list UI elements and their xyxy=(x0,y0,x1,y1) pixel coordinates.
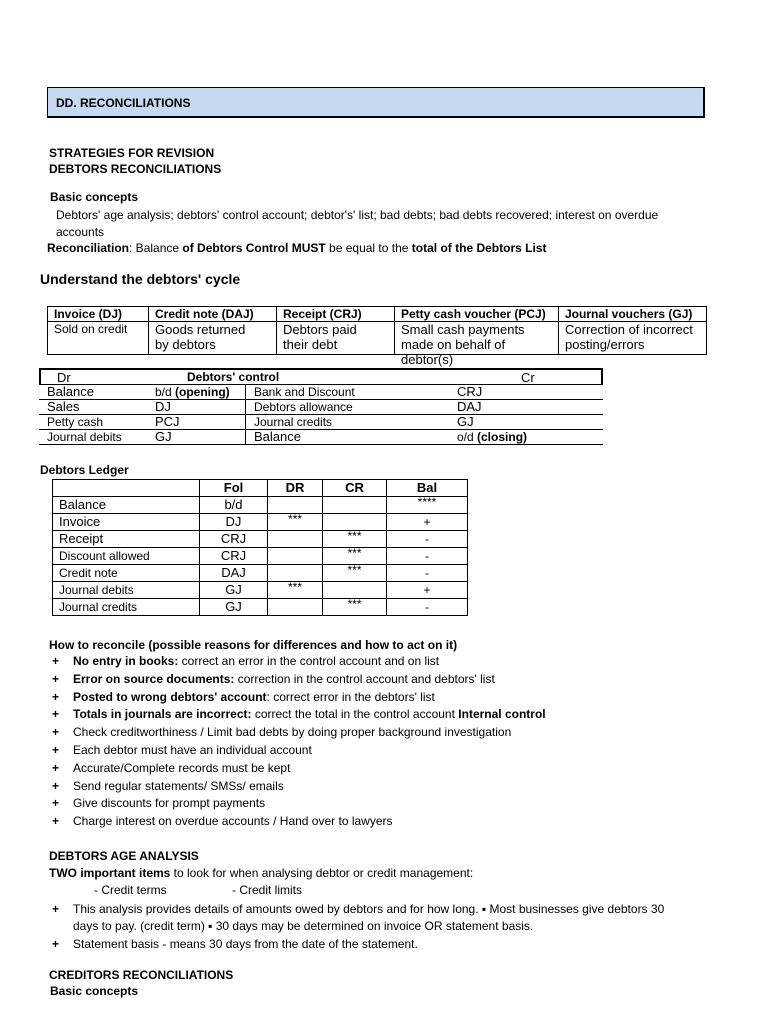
control-title: Debtors' control xyxy=(187,370,280,384)
plus-icon: + xyxy=(52,725,60,740)
cycle-body-row xyxy=(48,322,707,355)
item-text: Give discounts for prompt payments xyxy=(73,796,266,811)
reconcile-list xyxy=(49,653,749,831)
ledger-cell: Journal debits xyxy=(53,582,200,599)
ledger-cell xyxy=(323,514,387,531)
recon-t2: be equal to the xyxy=(325,241,412,255)
recon-b2: total of the Debtors List xyxy=(411,241,547,255)
ledger-cell: *** xyxy=(323,531,387,548)
ledger-cell: CRJ xyxy=(200,531,268,548)
control-left-name: Balance xyxy=(39,385,147,400)
cycle-cell-line: by debtors xyxy=(155,337,216,352)
control-fol: CRJ xyxy=(457,384,483,399)
cycle-cell-line: Sold on credit xyxy=(54,322,128,336)
list-item xyxy=(49,760,749,778)
item-bold: No entry in books: xyxy=(73,654,179,668)
strategies-heading xyxy=(49,145,221,177)
item-text: Accurate/Complete records must be kept xyxy=(73,760,291,775)
ledger-cell: Credit note xyxy=(53,565,200,582)
control-right-name: Bank and Discount xyxy=(246,385,450,400)
age-p2-line: Statement basis - means 30 days from the date of the statement. xyxy=(73,937,418,951)
ledger-row xyxy=(53,514,468,531)
control-cr: Cr xyxy=(521,370,535,385)
ledger-row xyxy=(53,599,468,616)
ledger-cell: + xyxy=(387,514,468,531)
debtors-cycle-table xyxy=(47,306,707,367)
recon-label: Reconciliation xyxy=(47,241,130,255)
control-left-fol xyxy=(147,385,246,400)
ledger-cell: *** xyxy=(323,548,387,565)
ledger-header-row xyxy=(53,480,468,497)
cycle-cell-line: posting/errors xyxy=(565,337,645,352)
basic-concepts-text xyxy=(56,207,658,241)
age-analysis-title: DEBTORS AGE ANALYSIS xyxy=(49,849,199,863)
ledger-cell xyxy=(323,497,387,514)
cycle-header: Invoice (DJ) xyxy=(48,307,149,322)
control-fol-bold: (opening) xyxy=(175,385,230,399)
control-dr: Dr xyxy=(57,370,71,385)
control-fol: PCJ xyxy=(155,414,180,429)
ledger-header: DR xyxy=(268,480,323,497)
ledger-row xyxy=(53,531,468,548)
list-item xyxy=(49,795,749,813)
reconciliation-rule xyxy=(47,241,546,255)
ledger-cell xyxy=(268,531,323,548)
basic-concepts-title: Basic concepts xyxy=(50,190,139,204)
item-bold-end: Internal control xyxy=(458,707,546,722)
cycle-cell-line: their debt xyxy=(283,337,338,352)
strategies-line1: STRATEGIES FOR REVISION xyxy=(49,146,215,160)
credit-terms: - Credit terms xyxy=(94,883,167,897)
creditors-title: CREDITORS RECONCILIATIONS xyxy=(49,968,234,982)
ledger-cell: - xyxy=(387,548,468,565)
debtors-ledger-table xyxy=(52,479,468,616)
item-text: correct the total in the control account xyxy=(251,707,459,722)
control-left-name: Journal debits xyxy=(39,430,147,445)
cycle-cell xyxy=(149,322,277,355)
ledger-cell: - xyxy=(387,599,468,616)
ledger-cell: DAJ xyxy=(200,565,268,582)
ledger-cell xyxy=(268,565,323,582)
item-text: : correct error in the debtors' list xyxy=(266,689,435,704)
control-fol: b/d xyxy=(155,385,176,399)
ledger-row xyxy=(53,497,468,514)
plus-icon: + xyxy=(52,937,60,951)
ledger-cell: - xyxy=(387,531,468,548)
cycle-cell xyxy=(559,322,707,355)
plus-icon: + xyxy=(52,902,60,916)
plus-icon: + xyxy=(52,707,60,722)
age-two-bold: TWO important items xyxy=(49,866,171,880)
ledger-header xyxy=(53,480,200,497)
item-bold: Error on source documents: xyxy=(73,671,235,686)
ledger-cell: *** xyxy=(268,514,323,531)
strategies-line2: DEBTORS RECONCILIATIONS xyxy=(49,162,222,176)
ledger-cell: DJ xyxy=(200,514,268,531)
list-item xyxy=(49,813,749,831)
age-two-text: to look for when analysing debtor or credit management: xyxy=(170,866,474,880)
section-header xyxy=(47,87,705,118)
cycle-cell-line: made on behalf of xyxy=(401,337,506,352)
ledger-header: Fol xyxy=(200,480,268,497)
cycle-header-row xyxy=(48,307,707,322)
ledger-cell xyxy=(268,599,323,616)
ledger-cell: CRJ xyxy=(200,548,268,565)
item-text: Charge interest on overdue accounts / Hand over to lawyers xyxy=(73,814,393,829)
control-right-name: Debtors allowance xyxy=(246,400,450,415)
plus-icon: + xyxy=(52,778,60,793)
ledger-cell: Invoice xyxy=(53,514,200,531)
control-fol: GJ xyxy=(457,414,474,429)
cycle-cell-line: Small cash payments xyxy=(401,322,525,337)
list-item xyxy=(49,689,749,707)
control-fol: DJ xyxy=(155,399,171,414)
age-paragraph-2 xyxy=(49,936,418,953)
item-text: Send regular statements/ SMSs/ emails xyxy=(73,778,284,793)
cycle-cell-line: debtor(s) xyxy=(401,352,454,367)
ledger-row xyxy=(53,565,468,582)
credit-limits: - Credit limits xyxy=(232,883,303,897)
control-right-fol xyxy=(449,415,603,430)
cycle-cell xyxy=(395,322,559,367)
cycle-title: Understand the debtors' cycle xyxy=(40,271,241,287)
ledger-cell: *** xyxy=(268,582,323,599)
ledger-cell: + xyxy=(387,582,468,599)
control-header xyxy=(39,368,603,385)
recon-b1: of Debtors Control MUST xyxy=(182,241,326,255)
ledger-cell xyxy=(268,548,323,565)
age-p1-line1: This analysis provides details of amounts owed by debtors and for how long. ▪ Most businesses give debtors 30 xyxy=(73,902,665,916)
item-text: correct an error in the control account and on list xyxy=(178,654,440,668)
plus-icon: + xyxy=(52,742,60,757)
ledger-header: CR xyxy=(323,480,387,497)
cycle-cell-line: Goods returned xyxy=(155,322,246,337)
control-row xyxy=(39,400,603,415)
basic-text-1: Debtors' age analysis; debtors' control account; debtor's' list; bad debts; bad debts recovered; interest on overdue xyxy=(56,208,659,222)
control-left-fol xyxy=(147,415,246,430)
list-item xyxy=(49,706,749,724)
creditors-basic-concepts: Basic concepts xyxy=(50,984,139,998)
control-left-fol xyxy=(147,400,246,415)
cycle-cell xyxy=(48,322,149,355)
ledger-title: Debtors Ledger xyxy=(40,463,129,477)
item-bold: Posted to wrong debtors' account xyxy=(73,689,267,704)
control-fol: o/d xyxy=(457,430,478,444)
list-item xyxy=(49,653,749,671)
item-text: correction in the control account and debtors' list xyxy=(234,671,495,686)
list-item xyxy=(49,724,749,742)
plus-icon: + xyxy=(52,689,60,704)
ledger-cell xyxy=(323,582,387,599)
control-fol-bold: (closing) xyxy=(477,430,528,444)
item-text: Check creditworthiness / Limit bad debts by doing proper background investigation xyxy=(73,725,512,740)
ledger-row xyxy=(53,582,468,599)
age-p1-line2: days to pay. (credit term) ▪ 30 days may be determined on invoice OR statement basis. xyxy=(73,919,534,933)
cycle-header: Journal vouchers (GJ) xyxy=(559,307,707,322)
recon-t1: : Balance xyxy=(129,241,183,255)
ledger-cell: GJ xyxy=(200,582,268,599)
control-fol: GJ xyxy=(155,429,172,444)
section-title: DD. RECONCILIATIONS xyxy=(56,96,191,110)
cycle-header: Credit note (DAJ) xyxy=(149,307,277,322)
cycle-header: Receipt (CRJ) xyxy=(277,307,395,322)
ledger-cell: Receipt xyxy=(53,531,200,548)
list-item xyxy=(49,742,749,760)
age-paragraph-1 xyxy=(49,901,729,935)
control-fol: DAJ xyxy=(457,399,482,414)
control-right-name: Journal credits xyxy=(246,415,450,430)
ledger-row xyxy=(53,548,468,565)
control-left-name: Petty cash xyxy=(39,415,147,430)
item-bold: Totals in journals are incorrect: xyxy=(73,707,252,722)
control-row xyxy=(39,415,603,430)
control-left-fol xyxy=(147,430,246,445)
control-row xyxy=(39,385,603,400)
item-text: Each debtor must have an individual account xyxy=(73,742,312,757)
ledger-cell: **** xyxy=(387,497,468,514)
plus-icon: + xyxy=(52,760,60,775)
ledger-header: Bal xyxy=(387,480,468,497)
reconcile-title: How to reconcile (possible reasons for differences and how to act on it) xyxy=(49,638,458,652)
ledger-cell: b/d xyxy=(200,497,268,514)
ledger-cell: *** xyxy=(323,565,387,582)
control-right-fol xyxy=(449,385,603,400)
cycle-cell-line: Debtors paid xyxy=(283,322,357,337)
list-item xyxy=(49,778,749,796)
list-item xyxy=(49,671,749,689)
plus-icon: + xyxy=(52,654,60,668)
basic-text-2: accounts xyxy=(56,225,105,239)
control-left-name: Sales xyxy=(39,400,147,415)
control-table xyxy=(39,385,603,445)
ledger-cell: GJ xyxy=(200,599,268,616)
control-row xyxy=(39,430,603,445)
control-right-fol xyxy=(449,430,603,445)
ledger-cell: Discount allowed xyxy=(53,548,200,565)
control-right-fol xyxy=(449,400,603,415)
ledger-cell: *** xyxy=(323,599,387,616)
cycle-cell xyxy=(277,322,395,355)
cycle-cell-line: Correction of incorrect xyxy=(565,322,693,337)
ledger-cell xyxy=(268,497,323,514)
cycle-header: Petty cash voucher (PCJ) xyxy=(395,307,559,322)
plus-icon: + xyxy=(52,671,60,686)
plus-icon: + xyxy=(52,814,60,829)
age-two-items xyxy=(49,866,473,880)
ledger-cell: Journal credits xyxy=(53,599,200,616)
ledger-cell: - xyxy=(387,565,468,582)
plus-icon: + xyxy=(52,796,60,811)
ledger-cell: Balance xyxy=(53,497,200,514)
control-right-name: Balance xyxy=(246,430,450,445)
